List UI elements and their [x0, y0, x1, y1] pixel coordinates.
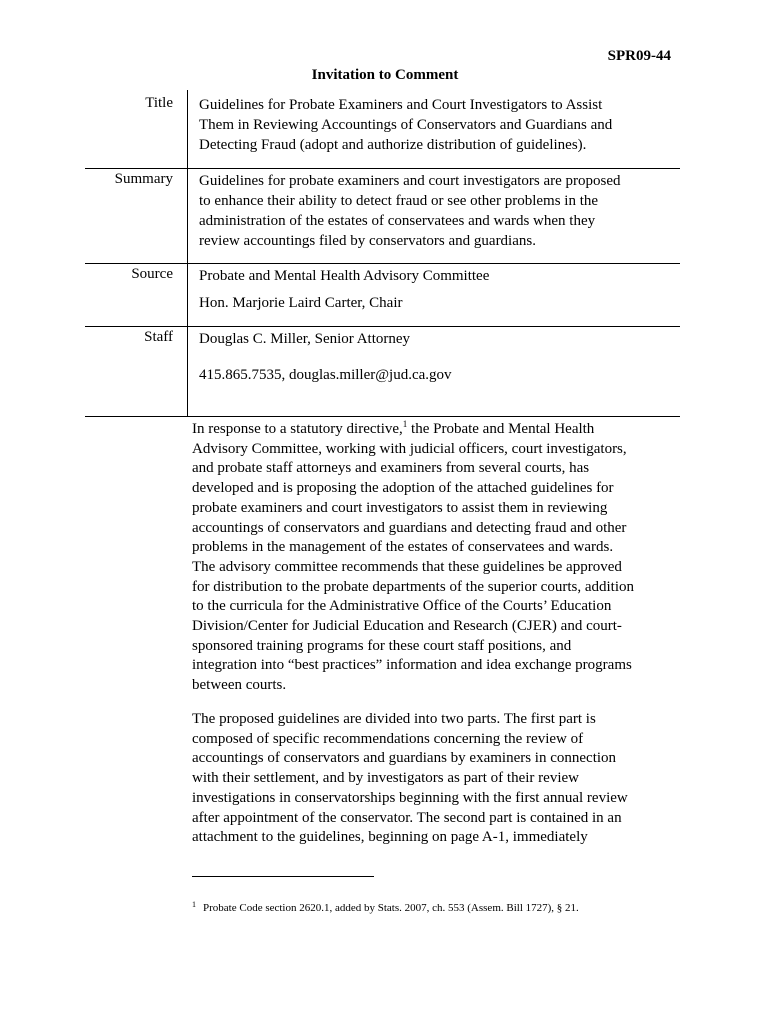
paragraph-line: problems in the management of the estates of conservatees and wards. — [192, 539, 614, 556]
footnote-marker: 1 — [192, 900, 196, 909]
staff-contact: 415.865.7535, douglas.miller@jud.ca.gov — [199, 367, 452, 383]
body-paragraph-1 — [192, 420, 682, 696]
paragraph-text: the Probate and Mental Health — [407, 421, 595, 437]
summary-line: Guidelines for probate examiners and court investigators are proposed — [199, 173, 621, 189]
paragraph-line: probate examiners and court investigators to assist them in reviewing — [192, 499, 608, 516]
paragraph-line: Division/Center for Judicial Education and Research (CJER) and court- — [192, 618, 622, 635]
summary-value — [199, 171, 669, 251]
row-divider — [85, 263, 680, 264]
row-divider — [85, 326, 680, 327]
paragraph-line: between courts. — [192, 677, 287, 694]
paragraph-line: investigations in conservatorships beginning with the first annual review — [192, 789, 628, 806]
paragraph-line: sponsored training programs for these court staff positions, and — [192, 637, 572, 654]
source-committee: Probate and Mental Health Advisory Committee — [199, 268, 490, 284]
paragraph-line: accountings of conservators and guardians and detecting fraud and other — [192, 519, 627, 536]
footnote-reference[interactable]: 1 — [402, 419, 408, 429]
paragraph-line: and probate staff attorneys and examiners from several courts, has — [192, 460, 590, 477]
summary-line: review accountings filed by conservators and guardians. — [199, 233, 536, 249]
row-divider — [85, 168, 680, 169]
staff-name: Douglas C. Miller, Senior Attorney — [199, 331, 411, 347]
paragraph-line: integration into “best practices” information and idea exchange programs — [192, 657, 632, 674]
paragraph-text: In response to a statutory directive, — [192, 421, 403, 437]
paragraph-line: with their settlement, and by investigators as part of their review — [192, 770, 579, 787]
document-heading: Invitation to Comment — [311, 67, 459, 83]
title-value — [199, 95, 669, 155]
paragraph-line: composed of specific recommendations concerning the review of — [192, 730, 584, 747]
title-line: Guidelines for Probate Examiners and Court Investigators to Assist — [199, 97, 603, 113]
metadata-divider-vertical — [187, 90, 188, 417]
staff-label: Staff — [144, 329, 173, 345]
body-paragraph-2 — [192, 710, 682, 848]
footnote-rule — [192, 876, 374, 877]
paragraph-line — [192, 420, 682, 440]
summary-label: Summary — [114, 171, 173, 187]
paragraph-line: attachment to the guidelines, beginning on page A-1, immediately — [192, 829, 588, 846]
title-label: Title — [145, 95, 173, 111]
source-label: Source — [131, 266, 173, 282]
paragraph-line: The advisory committee recommends that these guidelines be approved — [192, 558, 622, 575]
paragraph-line: Advisory Committee, working with judicial officers, court investigators, — [192, 440, 627, 457]
title-line: Detecting Fraud (adopt and authorize distribution of guidelines). — [199, 137, 587, 153]
paragraph-line: accountings of conservators and guardians by examiners in connection — [192, 750, 617, 767]
source-chair: Hon. Marjorie Laird Carter, Chair — [199, 295, 403, 311]
summary-line: to enhance their ability to detect fraud or see other problems in the — [199, 193, 599, 209]
paragraph-line: developed and is proposing the adoption of the attached guidelines for — [192, 480, 614, 497]
paragraph-line: after appointment of the conservator. The second part is contained in an — [192, 809, 622, 826]
paragraph-line: for distribution to the probate departments of the superior courts, addition — [192, 578, 634, 595]
paragraph-line: to the curricula for the Administrative Office of the Courts’ Education — [192, 598, 612, 615]
paragraph-line: The proposed guidelines are divided into two parts. The first part is — [192, 711, 596, 727]
footnote — [192, 902, 672, 914]
document-id: SPR09-44 — [607, 48, 671, 64]
title-line: Them in Reviewing Accountings of Conservators and Guardians and — [199, 117, 613, 133]
footnote-text: Probate Code section 2620.1, added by Stats. 2007, ch. 553 (Assem. Bill 1727), § 21. — [203, 902, 579, 914]
summary-line: administration of the estates of conservatees and wards when they — [199, 213, 596, 229]
row-divider — [85, 416, 680, 417]
